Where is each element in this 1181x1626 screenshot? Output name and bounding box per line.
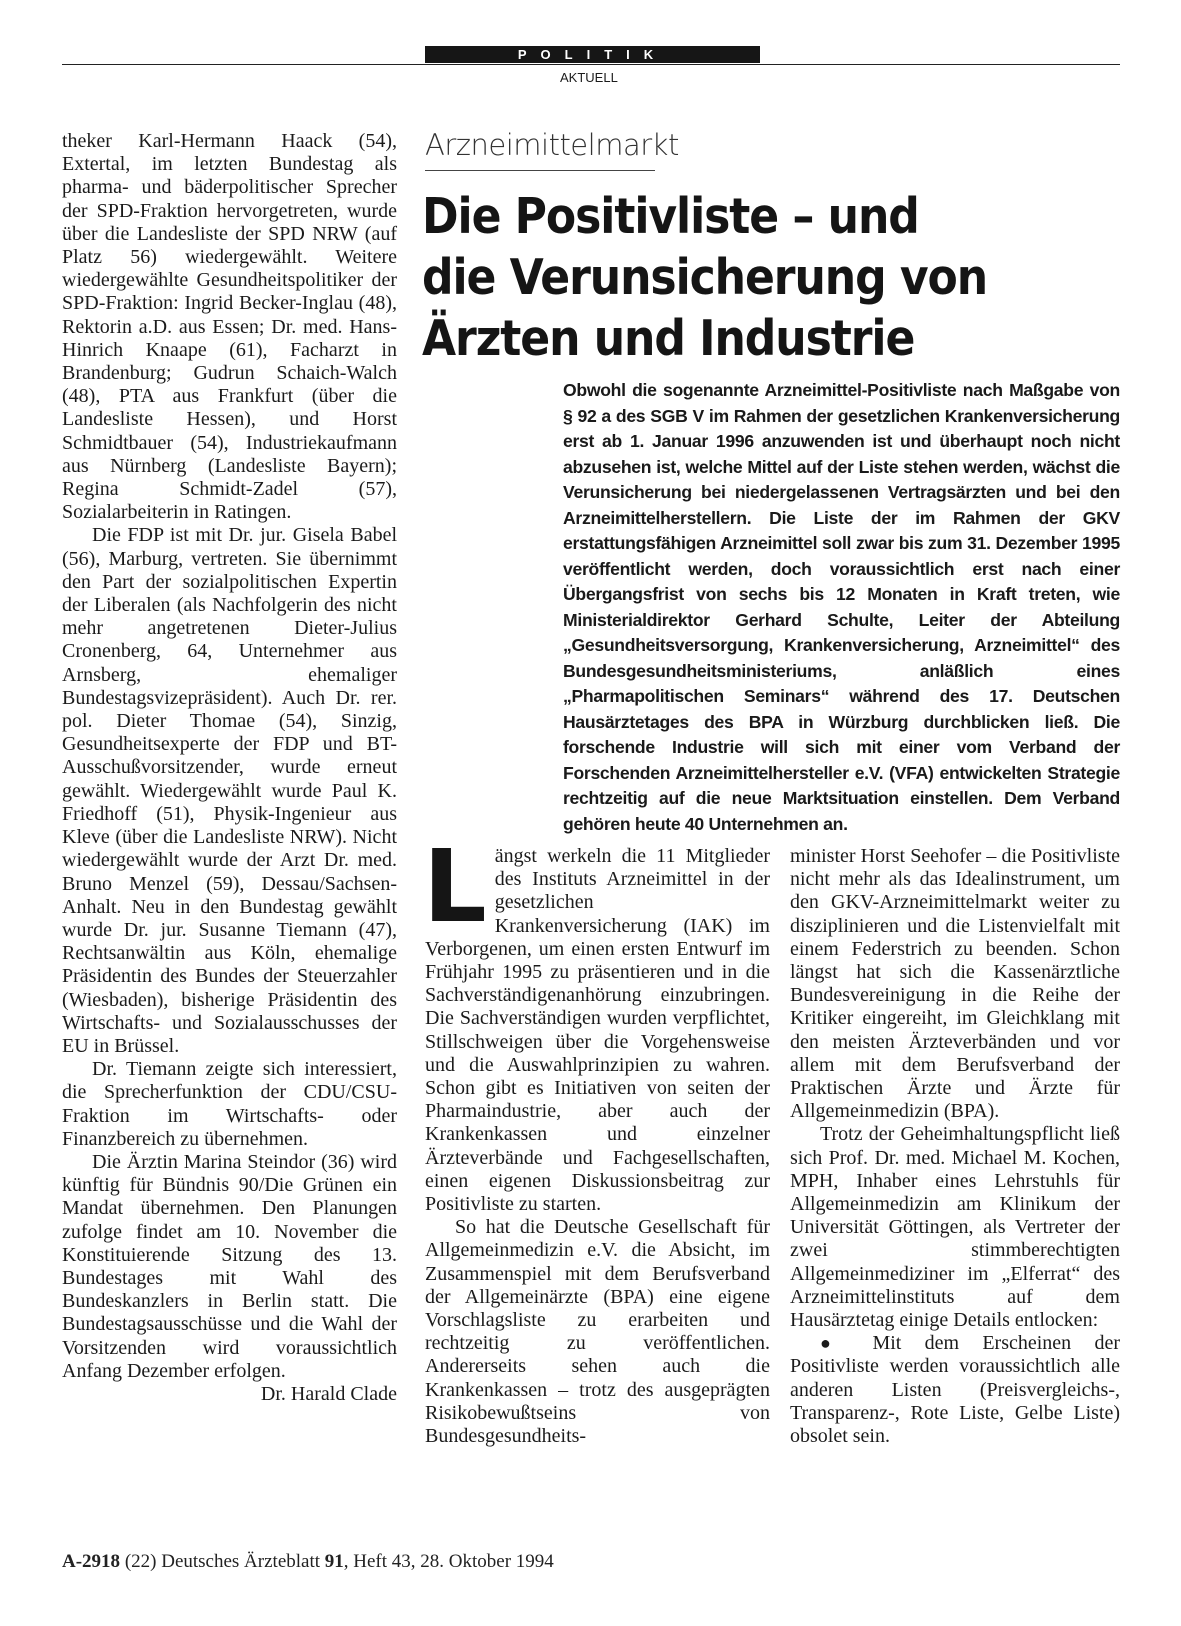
page-number: (22) Deutsches Ärzteblatt [124,1551,321,1572]
right-bullet-item [790,1332,1120,1448]
right-paragraph-2: Trotz der Geheimhaltungspflicht ließ sich Prof. Dr. med. Michael M. Kochen, MPH, Inhaber eines Lehrstuhls für Allgemeinmedizin am Klinikum der Universität Göttingen, als Vertreter der zwei stimmberechtigten Allgemeinmediziner im „Elferrat“ des Arzneimittelinstituts auf dem Hausärztetag einige Details entlocken: [790,1123,1120,1332]
page-footer [62,1551,554,1573]
article-kicker: Arzneimittelmarkt [425,128,679,162]
article-headline [422,186,1052,369]
section-label: POLITIK [425,46,760,63]
issue-date: , Heft 43, 28. Oktober 1994 [343,1551,554,1572]
headline-line-3: Ärzten und Industrie [422,310,915,367]
bullet-text: Mit dem Erscheinen der Positivliste werden voraussichtlich alle anderen Listen (Preisvergleichs-, Transparenz-, Rote Liste, Gelbe Liste) obsolet sein. [790,1332,1120,1448]
left-column [62,130,397,1406]
right-column [790,845,1120,1448]
middle-paragraph-2: So hat die Deutsche Gesellschaft für Allgemeinmedizin e.V. die Absicht, im Zusammenspiel mit dem Berufsverband der Allgemeinärzte (BPA) eine eigene Vorschlagsliste zu erarbeiten und rechtzeitig zu veröffentlichen. Andererseits sehen auch die Krankenkassen – trotz des ausgeprägten Risikobewußtseins von Bundesgesundheits- [425,1216,770,1448]
author-signature: Dr. Harald Clade [260,1382,397,1405]
middle-column [423,828,770,1448]
right-paragraph-1: minister Horst Seehofer – die Positivliste nicht mehr als das Idealinstrument, um den GKV-Arzneimittelmarkt weiter zu disziplinieren und die Listenvielfalt mit einem Federstrich zu beenden. Schon längst hat sich die Kassenärztliche Bundesvereinigung in die Reihe der Kritiker eingereiht, im Gleichklang mit den meisten Ärzteverbänden und vor allem mit dem Berufsverband der Praktischen Ärzte und Ärzte für Allgemeinmedizin (BPA). [790,845,1120,1123]
headline-line-2: die Verunsicherung von [422,249,988,306]
left-paragraph-4: Die Ärztin Marina Steindor (36) wird künftig für Bündnis 90/Die Grünen ein Mandat übernehmen. Den Planungen zufolge findet am 10. November die Konstituierende Sitzung des 13. Bundestages mit Wahl des Bundeskanzlers in Berlin statt. Die Bundestagsausschüsse und die Wahl der Vorsitzenden wird voraussichtlich Anfang Dezember erfolgen. [62,1150,397,1382]
drop-cap: L [423,828,487,945]
middle-paragraph-1 [423,828,770,1216]
headline-line-1: Die Positivliste – und [422,188,919,245]
kicker-underline [425,170,655,171]
left-paragraph-2: Die FDP ist mit Dr. jur. Gisela Babel (56), Marburg, vertreten. Sie übernimmt den Part der sozialpolitischen Expertin der Liberalen (als Nachfolgerin des nicht mehr angetretenen Dieter-Julius Cronenberg, 64, Unternehmer aus Arnsberg, ehemaliger Bundestagsvizepräsident). Auch Dr. rer. pol. Dieter Thomae (54), Sinzig, Gesundheitsexperte der FDP und BT-Ausschußvorsitzender, wurde erneut gewählt. Wiedergewählt wurde Paul K. Friedhoff (51), Physik-Ingenieur aus Kleve (über die Landesliste NRW). Nicht wiedergewählt wurde der Arzt Dr. med. Bruno Menzel (59), Dessau/Sachsen-Anhalt. Neu in den Bundestag gewählt wurde Dr. jur. Susanne Tiemann (47), Rechtsanwältin aus Köln, ehemalige Präsidentin des Bundes der Steuerzahler (Wiesbaden), bisherige Präsidentin des Wirtschafts- und Sozialausschusses der EU in Brüssel. [62,524,397,1057]
bullet-icon: ● [820,1333,850,1354]
middle-paragraph-1-text: ängst werkeln die 11 Mitglieder des Instituts Arzneimittel in der gesetzlichen Krankenversicherung (IAK) im Verborgenen, um einen ersten Entwurf im Frühjahr 1995 zu präsentieren und in die Sachverständigenanhörung einzubringen. Die Sachverständigen wurden verpflichtet, Stillschweigen über die Vorgehensweise und die Auswahlprinzipien zu wahren. Schon gibt es Initiativen von seiten der Pharmaindustrie, aber auch der Krankenkassen und einzelner Ärzteverbände und Fachgesellschaften, einen eigenen Diskussionsbeitrag zur Positivliste zu starten. [425,845,770,1216]
page-code: A-2918 [62,1551,121,1572]
article-lead: Obwohl die sogenannte Arzneimittel-Positivliste nach Maßgabe von § 92 a des SGB V im Rahmen der gesetzlichen Krankenversicherung erst ab 1. Januar 1996 anzuwenden ist und überhaupt noch nicht abzusehen ist, welche Mittel auf der Liste stehen werden, wächst die Verunsicherung bei niedergelassenen Vertragsärzten und bei den Arzneimittelherstellern. Die Liste der im Rahmen der GKV erstattungsfähigen Arzneimittel soll zwar bis zum 31. Dezember 1995 veröffentlicht werden, doch voraussichtlich erst nach einer Übergangsfrist von sechs bis 12 Monaten in Kraft treten, wie Ministerialdirektor Gerhard Schulte, Leiter der Abteilung „Gesundheitsversorgung, Krankenversicherung, Arzneimittel“ des Bundesgesundheitsministeriums, anläßlich eines „Pharmapolitischen Seminars“ während des 17. Deutschen Hausärztetages des BPA in Würzburg durchblicken ließ. Die forschende Industrie will sich mit einer vom Verband der Forschenden Arzneimittelhersteller e.V. (VFA) entwickelten Strategie rechtzeitig auf die neue Marktsituation einstellen. Dem Verband gehören heute 40 Unternehmen an. [563,380,1120,834]
subsection-label: AKTUELL [560,70,618,85]
header-divider [62,64,1120,65]
volume-number: 91 [324,1551,344,1572]
left-paragraph-3: Dr. Tiemann zeigte sich interessiert, die Sprecherfunktion der CDU/CSU-Fraktion im Wirtschafts- oder Finanzbereich zu übernehmen. [62,1058,397,1150]
left-paragraph-1: theker Karl-Hermann Haack (54), Extertal, im letzten Bundestag als pharma- und bäderpolitischer Sprecher der SPD-Fraktion hervorgetreten, wurde über die Landesliste der SPD NRW (auf Platz 56) wiedergewählt. Weitere wiedergewählte Gesundheitspolitiker der SPD-Fraktion: Ingrid Becker-Inglau (48), Rektorin a.D. aus Essen; Dr. med. Hans-Hinrich Knaape (61), Facharzt in Brandenburg; Gudrun Schaich-Walch (48), PTA aus Frankfurt (über die Landesliste Hessen), und Horst Schmidtbauer (54), Industriekaufmann aus Nürnberg (Landesliste Bayern); Regina Schmidt-Zadel (57), Sozialarbeiterin in Ratingen. [62,130,397,524]
